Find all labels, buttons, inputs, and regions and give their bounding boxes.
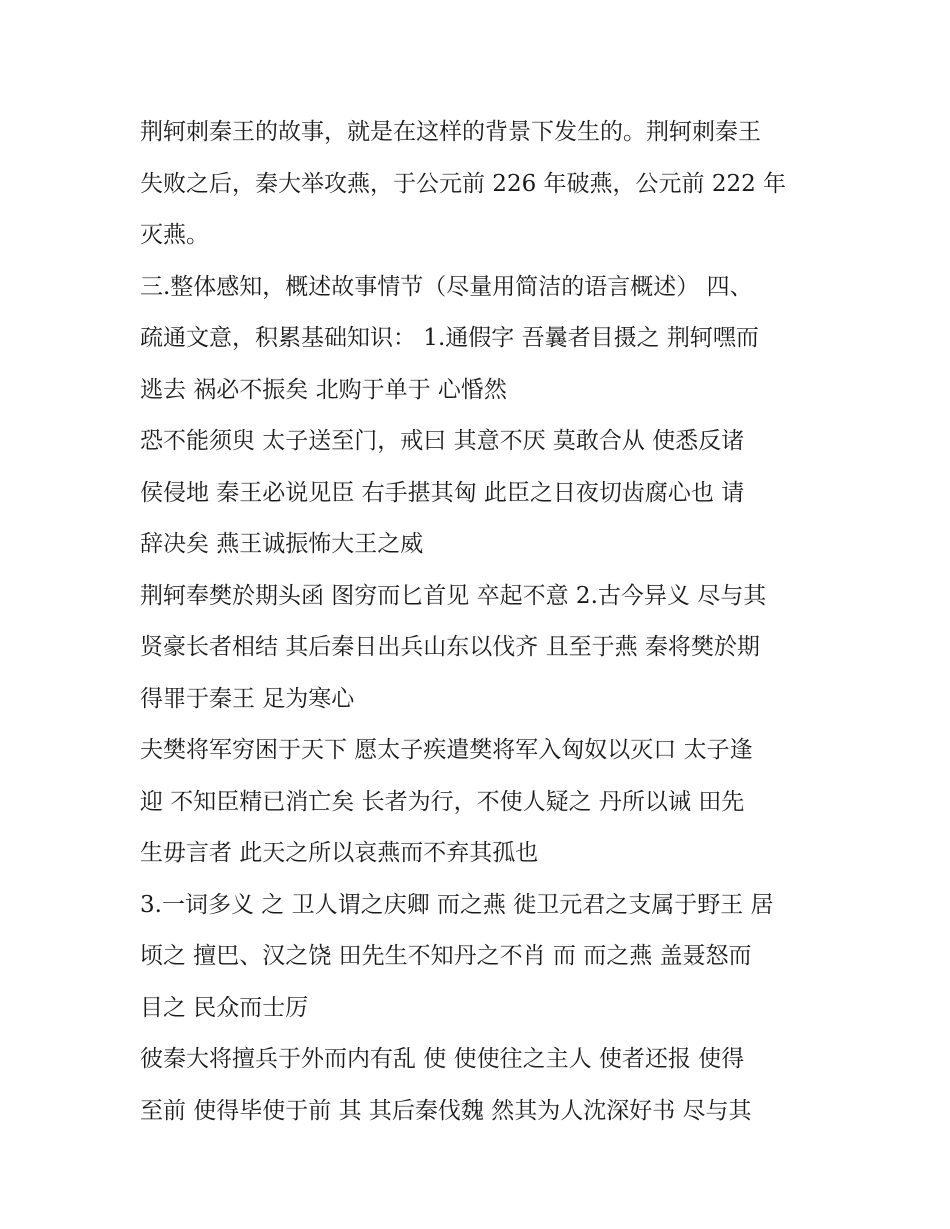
text-line: 辞决矣 燕王诚振怖大王之威 — [140, 531, 424, 557]
text-line: 恐不能须臾 太子送至门，戒曰 其意不厌 莫敢合从 使悉反诸 — [140, 428, 745, 454]
text-line: 失败之后，秦大举攻燕，于公元前 226 年破燕，公元前 222 年 — [140, 170, 787, 197]
text-line: 目之 民众而士厉 — [140, 994, 309, 1021]
text-line: 三.整体感知，概述故事情节（尽量用简洁的语言概述） 四、 — [140, 273, 753, 300]
text-line: 侯侵地 秦王必说见臣 右手揕其匈 此臣之日夜切齿腐心也 请 — [140, 479, 745, 506]
text-line: 夫樊将军穷困于天下 愿太子疾遣樊将军入匈奴以灭口 太子逢 — [140, 737, 753, 763]
text-line: 迎 不知臣精已消亡矣 长者为行，不使人疑之 丹所以诫 田先 — [140, 788, 745, 815]
text-line: 灭燕。 — [140, 222, 209, 248]
text-line: 荆轲刺秦王的故事，就是在这样的背景下发生的。荆轲刺秦王 — [140, 119, 761, 145]
text-line: 3.一词多义 之 卫人谓之庆卿 而之燕 徙卫元君之支属于野王 居 — [140, 891, 774, 918]
text-line: 得罪于秦王 足为寒心 — [140, 685, 355, 712]
text-line: 贤豪长者相结 其后秦日出兵山东以伐齐 且至于燕 秦将樊於期 — [140, 634, 760, 660]
text-line: 生毋言者 此天之所以哀燕而不弃其孤也 — [140, 840, 539, 866]
text-line: 荆轲奉樊於期头函 图穷而匕首见 卒起不意 2.古今异义 尽与其 — [140, 582, 767, 609]
text-line: 至前 使得毕使于前 其 其后秦伐魏 然其为人沈深好书 尽与其 — [140, 1097, 752, 1124]
text-line: 疏通文意，积累基础知识： 1.通假字 吾曩者目摄之 荆轲嘿而 — [140, 325, 759, 351]
document-body — [140, 107, 820, 1137]
text-line: 彼秦大将擅兵于外而内有乱 使 使使往之主人 使者还报 使得 — [140, 1046, 745, 1072]
text-line: 逃去 祸必不振矣 北购于单于 心惛然 — [140, 376, 507, 403]
text-line: 顷之 擅巴、汉之饶 田先生不知丹之不肖 而 而之燕 盖聂怒而 — [140, 943, 752, 969]
